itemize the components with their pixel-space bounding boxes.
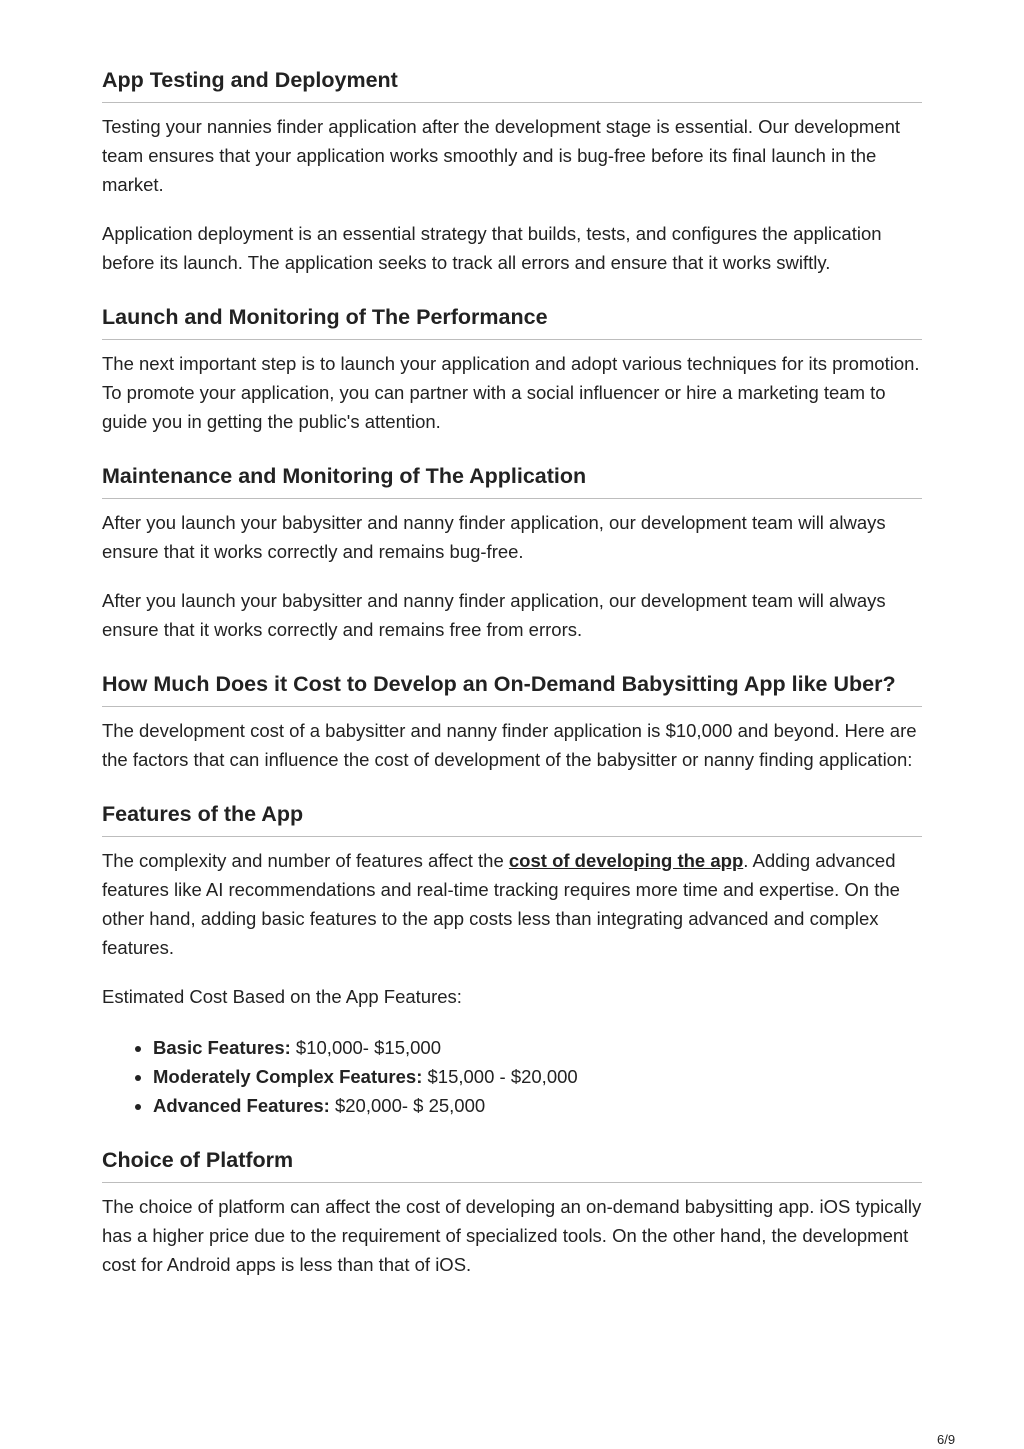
cost-of-developing-link[interactable]: cost of developing the app [508, 850, 744, 871]
section-heading: App Testing and Deployment [102, 66, 922, 103]
section-heading: Choice of Platform [102, 1146, 922, 1183]
section-platform [102, 1146, 922, 1279]
list-item-value: $15,000 - $20,000 [422, 1066, 578, 1087]
list-item-label: Advanced Features: [153, 1095, 330, 1116]
section-paragraph: Application deployment is an essential strategy that builds, tests, and configures the application before its launch. The application seeks to track all errors and ensure that it works swiftly. [102, 223, 882, 273]
cost-list [102, 1033, 922, 1120]
section-paragraph: Testing your nannies finder application after the development stage is essential. Our development team ensures that your application works smoothly and is bug-free before its final launch in the market. [102, 116, 901, 195]
page-number: 6/9 [937, 1432, 956, 1447]
list-item-label: Basic Features: [153, 1037, 291, 1058]
list-item [153, 1062, 922, 1091]
list-item [153, 1033, 922, 1062]
section-paragraph: The next important step is to launch your application and adopt various techniques for its promotion. To promote your application, you can partner with a social influencer or hire a marketing team to guide you in getting the public's attention. [102, 353, 920, 432]
list-item-value: $20,000- $ 25,000 [329, 1095, 486, 1116]
section-features [102, 800, 922, 1120]
estimate-intro: Estimated Cost Based on the App Features: [102, 986, 462, 1007]
section-heading: How Much Does it Cost to Develop an On-Demand Babysitting App like Uber? [102, 670, 922, 707]
list-item-value: $10,000- $15,000 [290, 1037, 441, 1058]
paragraph-text: . Adding advanced features like AI recommendations and real-time tracking requires more time and expertise. On the other hand, adding basic features to the app costs less than integrating advanced and complex features. [102, 850, 900, 958]
section-heading: Features of the App [102, 800, 922, 837]
section-heading: Maintenance and Monitoring of The Application [102, 462, 922, 499]
section-paragraph: After you launch your babysitter and nanny finder application, our development team will always ensure that it works correctly and remains free from errors. [102, 590, 886, 640]
section-launch-monitoring [102, 303, 922, 436]
section-paragraph: The development cost of a babysitter and nanny finder application is $10,000 and beyond. Here are the factors that can influence the cost of development of the babysitter or nanny finding application: [102, 720, 917, 770]
section-app-testing [102, 66, 922, 277]
document-content [102, 66, 922, 1305]
section-paragraph [102, 846, 922, 962]
paragraph-text: The complexity and number of features affect the [102, 850, 509, 871]
section-heading: Launch and Monitoring of The Performance [102, 303, 922, 340]
section-cost [102, 670, 922, 774]
section-paragraph: The choice of platform can affect the cost of developing an on-demand babysitting app. iOS typically has a higher price due to the requirement of specialized tools. On the other hand, the development cost for Android apps is less than that of iOS. [102, 1196, 922, 1275]
section-paragraph: After you launch your babysitter and nanny finder application, our development team will always ensure that it works correctly and remains bug-free. [102, 512, 886, 562]
list-item [153, 1091, 922, 1120]
list-item-label: Moderately Complex Features: [153, 1066, 423, 1087]
section-maintenance [102, 462, 922, 644]
